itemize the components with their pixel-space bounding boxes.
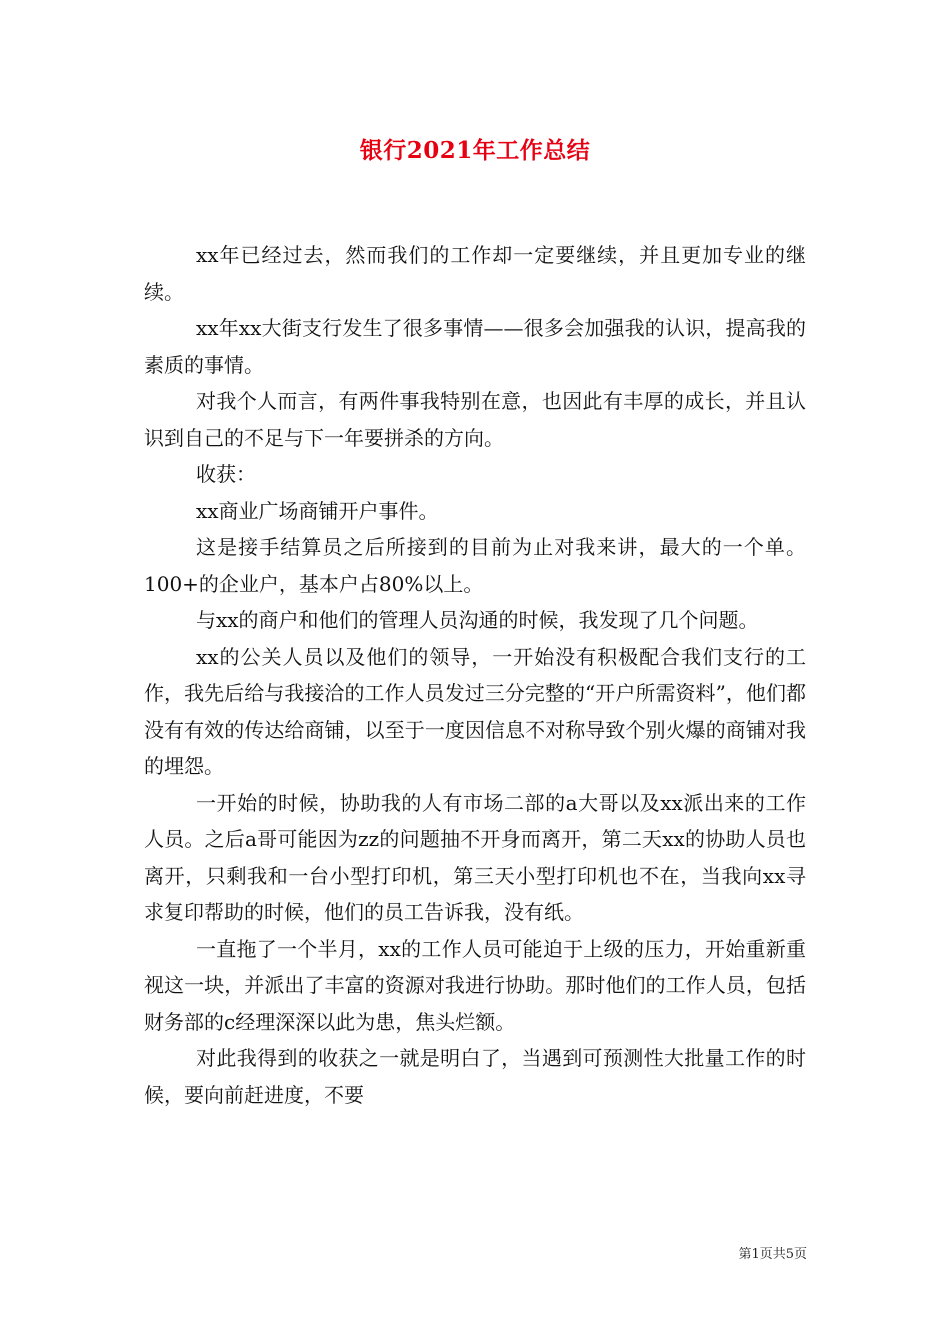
paragraph: 收获： bbox=[196, 462, 256, 486]
paragraph: xx年已经过去，然而我们的工作却一定要继续，并且更加专业的继续。 bbox=[144, 243, 806, 304]
page-number-footer: 第1页共5页 bbox=[738, 1247, 807, 1262]
paragraph: xx商业广场商铺开户事件。 bbox=[196, 498, 439, 523]
paragraph: 一开始的时候，协助我的人有市场二部的a大哥以及xx派出来的工作人员。之后a哥可能因为zz的问题抽不开身而离开，第二天xx的协助人员也离开，只剩我和一台小型打印机，第三天小型打印机也不在，当我向xx寻求复印帮助的时候，他们的员工告诉我，没有纸。 bbox=[144, 790, 806, 924]
document-body bbox=[144, 237, 806, 1113]
paragraph: 对此我得到的收获之一就是明白了，当遇到可预测性大批量工作的时候，要向前赶进度，不要 bbox=[144, 1046, 806, 1107]
paragraph: xx年xx大街支行发生了很多事情——很多会加强我的认识，提高我的素质的事情。 bbox=[144, 316, 806, 377]
paragraph: 与xx的商户和他们的管理人员沟通的时候，我发现了几个问题。 bbox=[196, 608, 759, 632]
paragraph: 一直拖了一个半月，xx的工作人员可能迫于上级的压力，开始重新重视这一块，并派出了丰富的资源对我进行协助。那时他们的工作人员，包括财务部的c经理深深以此为患，焦头烂额。 bbox=[144, 936, 806, 1034]
paragraph: xx的公关人员以及他们的领导，一开始没有积极配合我们支行的工作，我先后给与我接洽的工作人员发过三分完整的“开户所需资料”，他们都没有有效的传达给商铺，以至于一度因信息不对称导致个别火爆的商铺对我的埋怨。 bbox=[144, 644, 806, 778]
paragraph: 对我个人而言，有两件事我特别在意，也因此有丰厚的成长，并且认识到自己的不足与下一年要拼杀的方向。 bbox=[144, 389, 806, 450]
document-title: 银行2021年工作总结 bbox=[359, 137, 591, 164]
paragraph: 这是接手结算员之后所接到的目前为止对我来讲，最大的一个单。100+的企业户，基本户占80%以上。 bbox=[144, 535, 806, 596]
